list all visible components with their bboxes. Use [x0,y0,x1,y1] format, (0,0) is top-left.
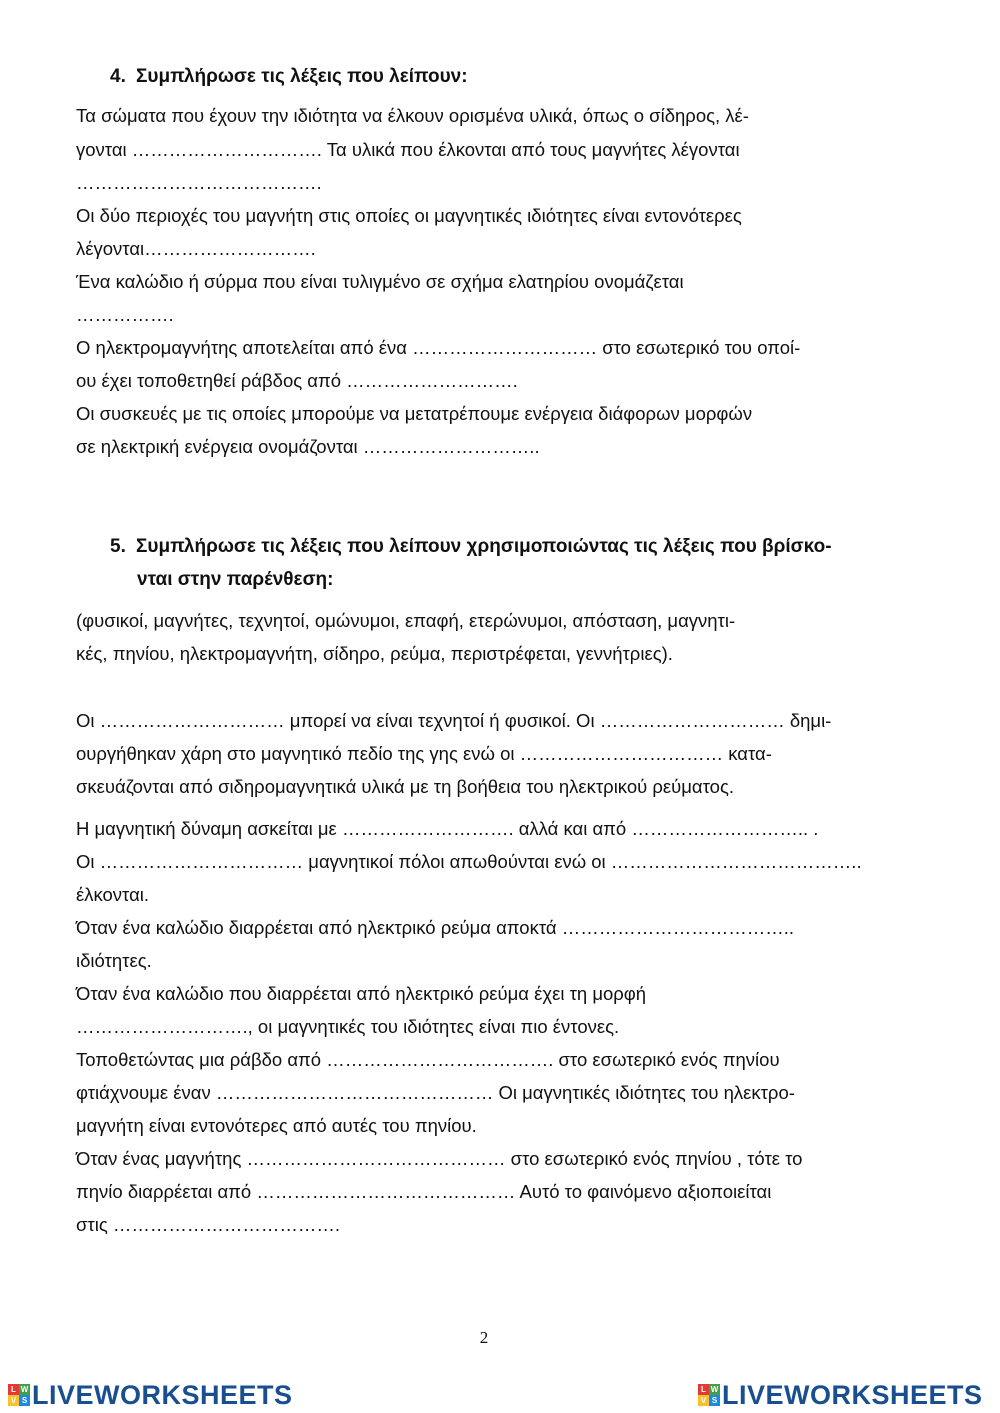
paragraph-1-line: ουργήθηκαν χάρη στο μαγνητικό πεδίο της γης ενώ οι …………………………… κατα- [76,743,772,764]
section-5-title-line1: Συμπλήρωσε τις λέξεις που λείπουν χρησιμοποιώντας τις λέξεις που βρίσκο- [136,536,832,557]
section-4-line: σε ηλεκτρική ενέργεια ονομάζονται ……………………….. [76,436,540,457]
section-4-line: Οι δύο περιοχές του μαγνήτη στις οποίες οι μαγνητικές ιδιότητες είναι εντονότερες [76,205,742,226]
liveworksheets-logo-icon [8,1384,30,1406]
section-4-line: ……………. [76,304,174,325]
paragraph-2-line: Τοποθετώντας μια ράβδο από ………………………………. στο εσωτερικό ενός πηνίου [76,1049,780,1070]
section-5-title-line2: νται στην παρένθεση: [137,569,334,590]
section-4-line: Τα σώματα που έχουν την ιδιότητα να έλκουν ορισμένα υλικά, όπως ο σίδηρος, λέ- [76,105,749,126]
footer-logo-left [8,1378,293,1412]
paragraph-2-line: Όταν ένας μαγνήτης …………………………………… στο εσωτερικό ενός πηνίου , τότε το [76,1148,803,1169]
paragraph-2-line: Η μαγνητική δύναμη ασκείται με ………………………. αλλά και από ……………………….. . [76,818,819,839]
logo-letter: V [8,1395,19,1406]
footer-brand-text: LIVEWORKSHEETS [32,1379,293,1410]
paragraph-2-line: ………………………., οι μαγνητικές του ιδιότητες είναι πιο έντονες. [76,1016,620,1037]
section-4-line: Ο ηλεκτρομαγνήτης αποτελείται από ένα ………………………… στο εσωτερικό του οποί- [76,337,801,358]
section-4-line: …………………………………. [76,172,322,193]
paragraph-2-line: στις ………………………………. [76,1214,341,1235]
paragraph-2-line: Όταν ένα καλώδιο που διαρρέεται από ηλεκτρικό ρεύμα έχει τη μορφή [76,983,647,1004]
section-4-title: Συμπλήρωσε τις λέξεις που λείπουν: [136,66,468,87]
paragraph-2-line: ιδιότητες. [76,950,152,971]
section-5-number: 5. [110,536,126,557]
section-4-heading [110,60,468,93]
paragraph-2-line: πηνίο διαρρέεται από …………………………………… Αυτό το φαινόμενο αξιοποιείται [76,1181,772,1202]
logo-letter: W [20,1385,29,1394]
paragraph-2-line: Όταν ένα καλώδιο διαρρέεται από ηλεκτρικό ρεύμα αποκτά ……………………………….. [76,917,794,938]
section-4-line: Οι συσκευές με τις οποίες μπορούμε να μετατρέπουμε ενέργεια διάφορων μορφών [76,403,753,424]
paragraph-2-line: φτιάχνουμε έναν ……………………………………… Οι μαγνητικές ιδιότητες του ηλεκτρο- [76,1082,795,1103]
section-4-line: ου έχει τοποθετηθεί ράβδος από ………………………. [76,370,518,391]
word-bank-line: κές, πηνίου, ηλεκτρομαγνήτη, σίδηρο, ρεύμα, περιστρέφεται, γεννήτριες). [76,643,673,664]
footer-logo-right [698,1378,983,1412]
word-bank-line: (φυσικοί, μαγνήτες, τεχνητοί, ομώνυμοι, επαφή, ετερώνυμοι, απόσταση, μαγνητι- [76,610,736,631]
paragraph-2-line: έλκονται. [76,884,150,905]
logo-letter: W [710,1385,719,1394]
paragraph-1-line: σκευάζονται από σιδηρομαγνητικά υλικά με τη βοήθεια του ηλεκτρικού ρεύματος. [76,776,735,797]
logo-letter: S [19,1395,30,1406]
logo-letter: S [709,1395,720,1406]
logo-letter: L [698,1384,709,1395]
section-4-line: λέγονται………………………. [76,238,316,259]
section-4-line: γονται …………………………. Τα υλικά που έλκονται από τους μαγνήτες λέγονται [76,139,740,160]
paragraph-2-line: Οι …………………………… μαγνητικοί πόλοι απωθούνται ενώ οι ………………………………….. [76,851,862,872]
paragraph-1-line: Οι ………………………… μπορεί να είναι τεχνητοί ή φυσικοί. Οι ………………………… δημι- [76,710,832,731]
liveworksheets-logo-icon [698,1384,720,1406]
page-number: 2 [479,1328,489,1347]
section-4-line: Ένα καλώδιο ή σύρμα που είναι τυλιγμένο σε σχήμα ελατηρίου ονομάζεται [76,271,684,292]
logo-letter: V [698,1395,709,1406]
section-4-number: 4. [110,66,126,87]
logo-letter: L [8,1384,19,1395]
footer-brand-text: LIVEWORKSHEETS [722,1379,983,1410]
paragraph-2-line: μαγνήτη είναι εντονότερες από αυτές του πηνίου. [76,1115,477,1136]
section-5-heading [110,530,832,596]
